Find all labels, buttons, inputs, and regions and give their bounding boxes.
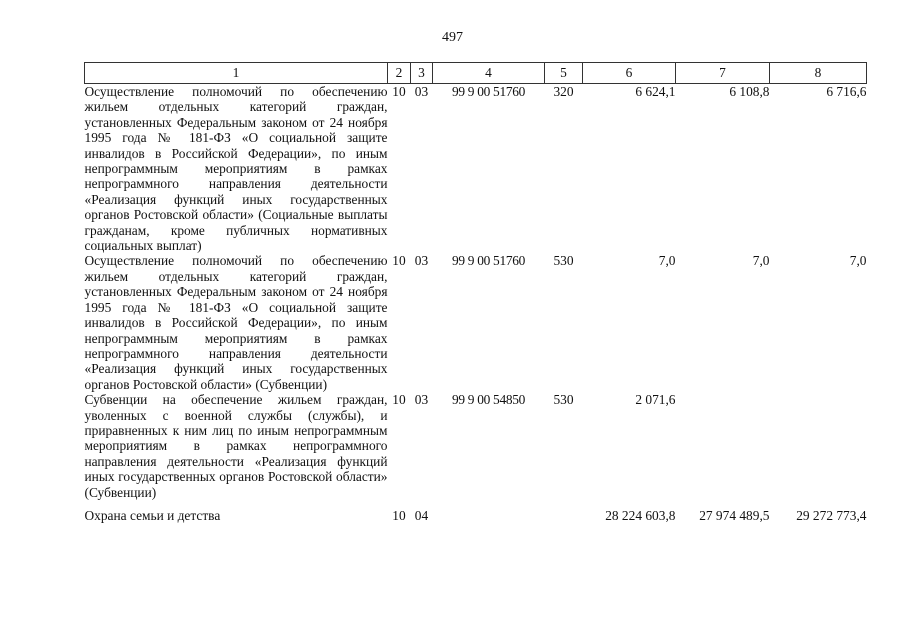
- amount-col-7: 6 108,8: [729, 84, 770, 99]
- table-row: [85, 500, 867, 524]
- row-description: Охрана семьи и детства: [84, 507, 221, 523]
- column-header: 2: [388, 63, 411, 84]
- subsection-code: 03: [414, 84, 429, 99]
- expense-type-code: 530: [553, 253, 574, 269]
- target-article-code: [433, 500, 545, 524]
- column-header: 6: [583, 63, 676, 84]
- column-header: 4: [433, 63, 545, 84]
- target-article-code: 99 9 00 51760: [451, 84, 526, 99]
- subsection-code: 03: [414, 392, 429, 408]
- expense-type-code: [545, 500, 583, 524]
- table-row: [85, 84, 867, 254]
- expense-type-code: 530: [553, 392, 574, 408]
- amount-col-6: 2 071,6: [635, 392, 676, 408]
- column-header: 3: [411, 63, 433, 84]
- amount-col-6: 6 624,1: [635, 84, 676, 99]
- page-number: 497: [442, 30, 463, 45]
- amount-col-6: 7,0: [658, 253, 676, 269]
- amount-col-8: 29 272 773,4: [796, 507, 867, 523]
- section-code: 10: [392, 392, 406, 408]
- target-article-code: 99 9 00 51760: [451, 253, 526, 269]
- section-code: 10: [392, 253, 406, 269]
- target-article-code: 99 9 00 54850: [451, 392, 526, 408]
- column-header: 7: [676, 63, 770, 84]
- column-header: 5: [545, 63, 583, 84]
- amount-col-7: 7,0: [752, 253, 770, 269]
- amount-col-7: [676, 392, 770, 500]
- row-description: Осуществление полномочий по обеспечению жильем отдельных категорий граждан, установленных Федеральным законом от 24 ноября 1995 года № 181-ФЗ «О социальной защите инвалидов в Российской Федерации», по иным непрограммным мероприятиям в рамках непрограммного направления деятельности «Реализация функций иных государственных органов Ростовской области» (Субвенции): [84, 253, 388, 392]
- amount-col-8: [770, 392, 867, 500]
- column-header: 1: [85, 63, 388, 84]
- budget-table: [84, 62, 867, 524]
- amount-col-6: 28 224 603,8: [605, 507, 676, 523]
- column-header: 8: [770, 63, 867, 84]
- expense-type-code: 320: [553, 84, 574, 99]
- amount-col-7: 27 974 489,5: [699, 507, 770, 523]
- table-row: [85, 253, 867, 392]
- table-header-row: [85, 63, 867, 84]
- table-row: [85, 392, 867, 500]
- row-description: Осуществление полномочий по обеспечению жильем отдельных категорий граждан, установленных Федеральным законом от 24 ноября 1995 года № 181-ФЗ «О социальной защите инвалидов в Российской Федерации», по иным непрограммным мероприятиям в рамках непрограммного направления деятельности «Реализация функций иных государственных органов Ростовской области» (Социальные выплаты гражданам, кроме публичных нормативных социальных выплат): [84, 84, 388, 254]
- subsection-code: 03: [414, 253, 429, 269]
- subsection-code: 04: [414, 507, 429, 523]
- section-code: 10: [392, 507, 406, 523]
- section-code: 10: [392, 84, 406, 99]
- amount-col-8: 6 716,6: [826, 84, 867, 99]
- row-description: Субвенции на обеспечение жильем граждан, уволенных с военной службы (службы), и приравненных к ним лиц по иным непрограммным мероприятиям в рамках непрограммного направления деятельности «Реализация функций иных государственных органов Ростовской области» (Субвенции): [84, 392, 388, 500]
- amount-col-8: 7,0: [849, 253, 867, 269]
